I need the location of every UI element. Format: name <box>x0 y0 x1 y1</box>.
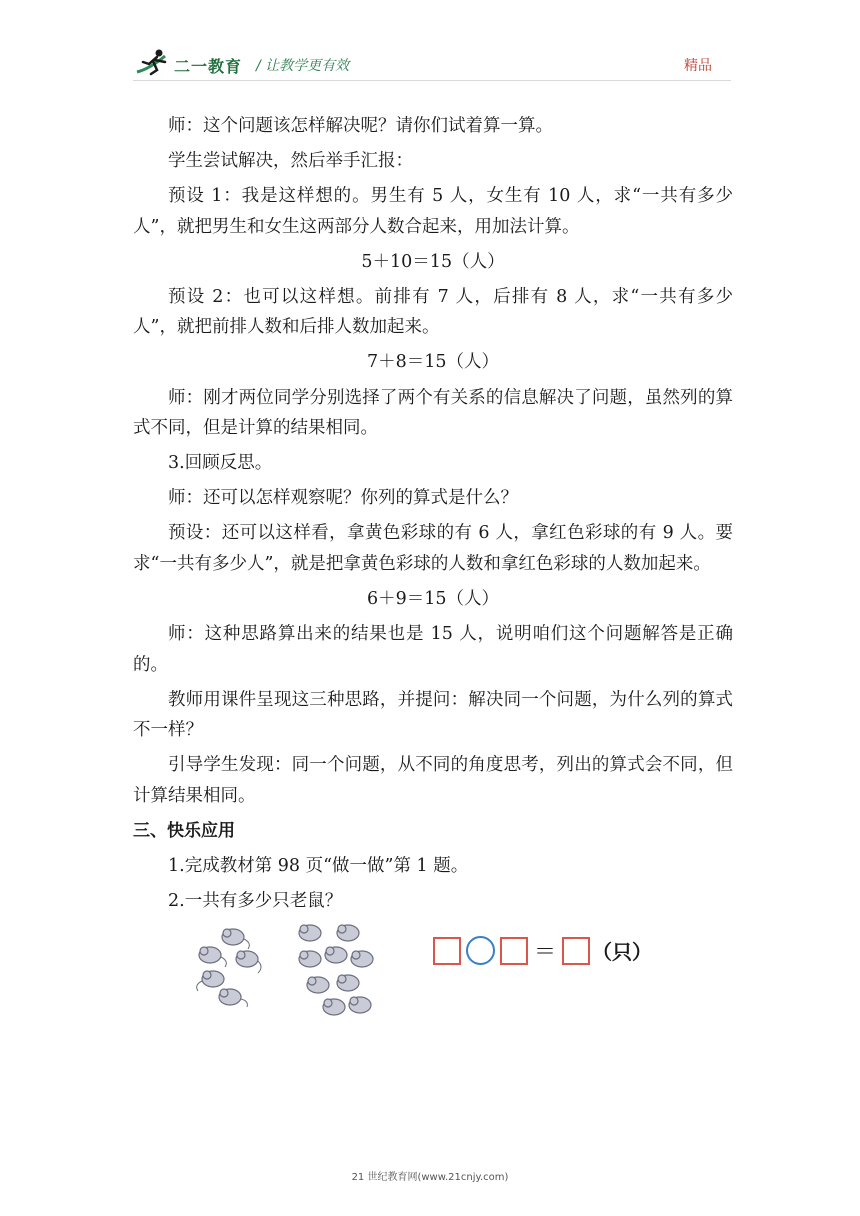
section-heading: 三、快乐应用 <box>133 820 235 841</box>
paragraph: 引导学生发现：同一个问题，从不同的角度思考，列出的算式会不同，但计算结果相同。 <box>133 755 733 806</box>
header-divider <box>133 80 731 81</box>
unit-label: （只） <box>592 940 653 964</box>
logo-text: 二一教育 <box>174 57 243 76</box>
paragraph: 师：这种思路算出来的结果也是 15 人，说明咱们这个问题解答是正确的。 <box>133 624 733 675</box>
paragraph: 预设 1：我是这样想的。男生有 5 人，女生有 10 人，求“一共有多少人”，就把男生和女生这两部分人数合起来，用加法计算。 <box>133 186 733 237</box>
equals-sign: ＝ <box>534 940 557 965</box>
paragraph: 师：还可以怎样观察呢？你列的算式是什么？ <box>168 488 518 509</box>
paragraph: 师：这个问题该怎样解决呢？请你们试着算一算。 <box>168 116 553 136</box>
paragraph: 3.回顾反思。 <box>168 453 273 474</box>
answer-box[interactable] <box>500 937 528 965</box>
document-body <box>133 111 733 1023</box>
page-header <box>0 0 860 100</box>
slogan: / 让教学更有效 <box>256 58 350 74</box>
fill-in-equation <box>433 935 652 967</box>
operator-circle[interactable] <box>466 936 495 965</box>
paragraph: 1.完成教材第 98 页“做一做”第 1 题。 <box>168 855 469 876</box>
mice-group-right-icon <box>288 919 388 1019</box>
answer-box[interactable] <box>433 937 461 965</box>
mice-exercise-figure <box>133 923 733 1023</box>
premium-badge: 精品 <box>684 58 712 74</box>
paragraph: 预设：还可以这样看，拿黄色彩球的有 6 人，拿红色彩球的有 9 人。要求“一共有多少人”，就是把拿黄色彩球的人数和拿红色彩球的人数加起来。 <box>133 523 733 574</box>
paragraph: 预设 2：也可以这样想。前排有 7 人，后排有 8 人，求“一共有多少人”，就把前排人数和后排人数加起来。 <box>133 286 733 338</box>
paragraph: 教师用课件呈现这三种思路，并提问：解决同一个问题，为什么列的算式不一样？ <box>133 689 733 741</box>
paragraph: 2.一共有多少只老鼠？ <box>168 891 343 911</box>
paragraph: 学生尝试解决，然后举手汇报： <box>168 151 413 172</box>
runner-logo-icon <box>135 48 173 76</box>
equation-line: 7＋8＝15（人） <box>366 352 500 373</box>
mice-group-left-icon <box>185 923 275 1013</box>
equation-line: 5＋10＝15（人） <box>361 251 505 272</box>
equation-line: 6＋9＝15（人） <box>366 588 500 609</box>
paragraph: 师：刚才两位同学分别选择了两个有关系的信息解决了问题，虽然列的算式不同，但是计算的结果相同。 <box>133 387 733 439</box>
page-footer: 21 世纪教育网(www.21cnjy.com) <box>351 1172 509 1183</box>
result-box[interactable] <box>562 937 590 965</box>
